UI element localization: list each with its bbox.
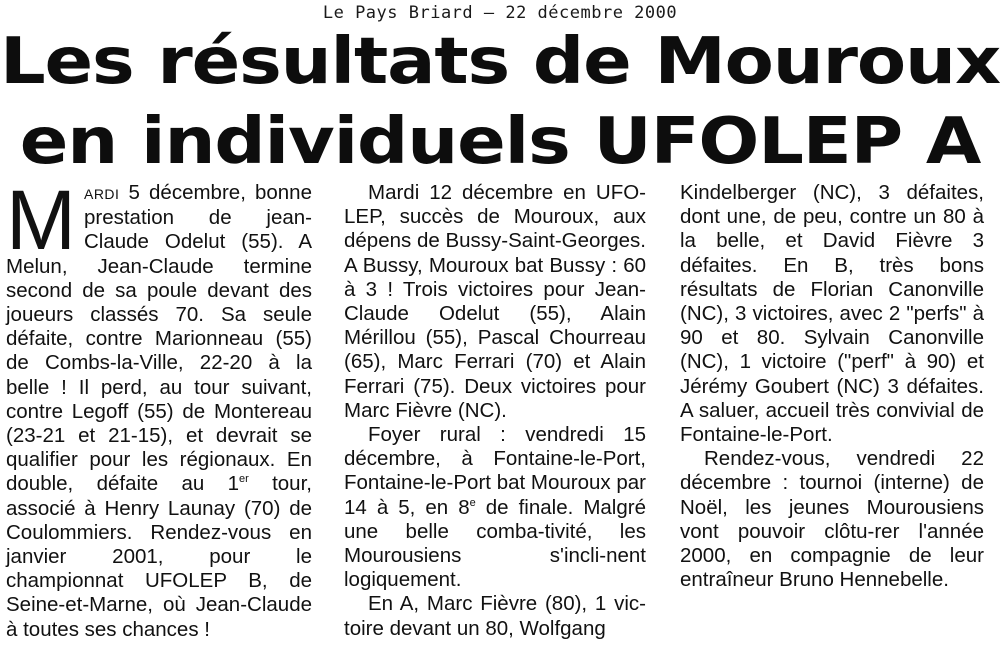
headline: [0, 22, 1000, 182]
article-column-2: [344, 181, 646, 641]
column-3-paragraph-2: Rendez-vous, vendredi 22 décembre : tournoi (interne) de Noël, les jeunes Mourousiens vont pouvoir clôtu-rer l'année 2000, en compagnie de leur entraîneur Bruno Hennebelle.: [680, 447, 984, 592]
column-1-text-a: 5 décembre, bonne prestation de jean-Claude Odelut (55). A Melun, Jean-Claude termine second de sa poule devant des joueurs classés 70. Sa seule défaite, contre Marionneau (55) de Combs-la-Ville, 22-20 à la belle ! Il perd, au tour suivant, contre Legoff (55) de Montereau (23-21 et 21-15), et devrait se qualifier pour les régionaux. En double, défaite au 1: [6, 181, 312, 496]
article-columns: [6, 173, 996, 651]
headline-line-2: en individuels UFOLEP A: [19, 105, 981, 179]
lead-small-caps: ARDI: [83, 186, 120, 202]
column-1-paragraph: [6, 173, 312, 642]
article-column-3: [680, 181, 984, 592]
headline-line-1: Les résultats de Mouroux: [0, 25, 1000, 99]
column-3-paragraph-1: Kindelberger (NC), 3 défaites, dont une, de peu, contre un 80 à la belle, et David Fièvre 3 défaites. En B, très bons résultats de Florian Canonville (NC), 3 victoires, avec 2 "perfs" à 90 et 80. Sylvain Canonville (NC), 1 victoire ("perf" à 90) et Jérémy Goubert (NC) 3 défaites. A saluer, accueil très convivial de Fontaine-le-Port.: [680, 181, 984, 447]
column-2-paragraph-1: Mardi 12 décembre en UFO-LEP, succès de Mouroux, aux dépens de Bussy-Saint-Georges. A Bussy, Mouroux bat Bussy : 60 à 3 ! Trois victoires pour Jean-Claude Odelut (55), Alain Mérillou (55), Pascal Chourreau (65), Marc Ferrari (70) et Alain Ferrari (75). Deux victoires pour Marc Fièvre (NC).: [344, 181, 646, 422]
newspaper-source-line: Le Pays Briard – 22 décembre 2000: [322, 3, 678, 23]
column-1-text-b: tour, associé à Henry Launay (70) de Coulommiers. Rendez-vous en janvier 2001, pour le championnat UFOLEP B, de Seine-et-Marne, où Jean-Claude à toutes ses chances !: [6, 472, 312, 641]
column-2-paragraph-2: [344, 423, 646, 592]
ordinal-superscript: er: [238, 473, 249, 486]
column-2-text-a: Foyer rural : vendredi 15 décembre, à Fontaine-le-Port, Fontaine-le-Port bat Mouroux par 14 à 5, en 8: [344, 423, 646, 519]
ordinal-superscript: e: [469, 496, 476, 509]
drop-cap: M: [6, 173, 76, 267]
article-column-1: [6, 173, 312, 642]
column-2-text-b: de finale. Malgré une belle comba-tivité, les Mourousiens s'incli-nent logiquement.: [344, 495, 646, 592]
column-2-paragraph-3: En A, Marc Fièvre (80), 1 vic-toire devant un 80, Wolfgang: [344, 592, 646, 640]
